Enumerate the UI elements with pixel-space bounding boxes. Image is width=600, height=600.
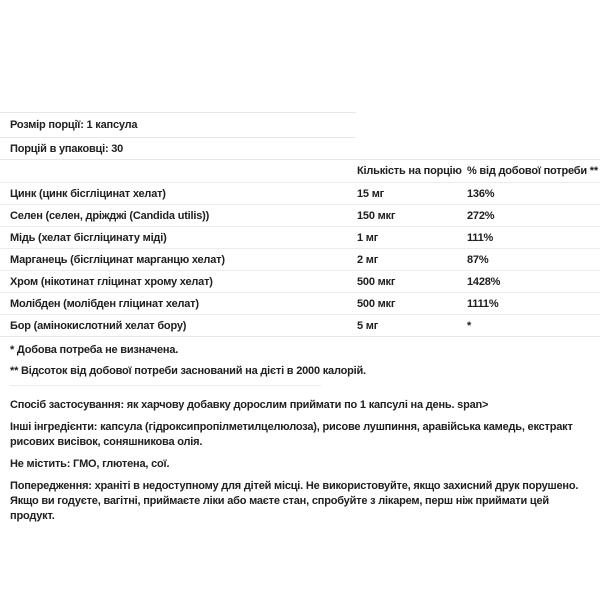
directions-text: Спосіб застосування: як харчову добавку дорослим приймати по 1 капсулі на день. span> — [10, 399, 489, 411]
serving-info-section — [0, 112, 600, 159]
top-whitespace — [0, 0, 600, 112]
nutrient-daily-value: 87% — [467, 253, 489, 266]
header-amount-per-serving: Кількість на порцію — [357, 165, 462, 177]
nutrient-daily-value: 1111% — [467, 297, 499, 310]
nutrient-amount: 15 мг — [357, 187, 385, 200]
serving-size-row: Розмір порції: 1 капсула — [0, 112, 356, 137]
nutrients-table — [0, 159, 600, 337]
nutrient-row-molybdenum — [0, 292, 600, 314]
nutrient-amount: 2 мг — [357, 253, 379, 266]
nutrient-name: Мідь (хелат бісгліцинату міді) — [10, 231, 167, 244]
nutrient-name: Марганець (бісгліцинат марганцю хелат) — [10, 253, 225, 266]
nutrient-row-zinc — [0, 182, 600, 204]
nutrient-amount: 150 мкг — [357, 209, 396, 222]
nutrient-name: Бор (амінокислотний хелат бору) — [10, 319, 187, 332]
nutrient-name: Цинк (цинк бісгліцинат хелат) — [10, 187, 166, 200]
nutrient-daily-value: * — [467, 319, 472, 332]
servings-per-container-row: Порцій в упаковці: 30 — [0, 137, 356, 159]
warning-text: Попередження: храніті в недоступному для дітей місці. Не використовуйте, якщо захисний друк порушено. Якщо ви годуєте, вагітні, приймаєте ліки або маєте стан, спробуйте з лікарем, перш ніж приймати цей продукт. — [10, 480, 579, 522]
other-ingredients-text: Інші інгредієнти: капсула (гідроксипропілметилцелюлоза), рисове лушпиння, аравійська камедь, екстракт рисових висівок, соняшникова олія. — [10, 421, 573, 448]
free-of-text: Не містить: ГМО, глютена, сої. — [10, 458, 170, 470]
nutrient-amount: 500 мкг — [357, 297, 396, 310]
nutrient-name: Молібден (молібден гліцинат хелат) — [10, 297, 199, 310]
table-header-row — [0, 160, 600, 182]
nutrient-amount: 5 мг — [357, 319, 379, 332]
nutrient-row-manganese — [0, 248, 600, 270]
footnotes-section — [0, 337, 600, 386]
nutrient-row-chromium — [0, 270, 600, 292]
footnote-dv-not-established: * Добова потреба не визначена. — [10, 344, 179, 356]
nutrient-row-selenium — [0, 204, 600, 226]
header-percent-daily-value: % від добової потреби ** — [467, 165, 598, 177]
nutrient-row-copper — [0, 226, 600, 248]
nutrient-daily-value: 1428% — [467, 275, 501, 288]
footnote-dv-basis: ** Відсоток від добової потреби заснований на дієті в 2000 калорій. — [10, 365, 366, 377]
nutrient-row-boron — [0, 314, 600, 336]
nutrient-daily-value: 272% — [467, 209, 495, 222]
nutrient-name: Селен (селен, дріжджі (Candida utilis)) — [10, 209, 210, 222]
nutrient-amount: 1 мг — [357, 231, 379, 244]
nutrient-name: Хром (нікотинат гліцинат хрому хелат) — [10, 275, 213, 288]
nutrient-daily-value: 136% — [467, 187, 495, 200]
nutrient-amount: 500 мкг — [357, 275, 396, 288]
description-paragraphs — [0, 386, 600, 524]
nutrient-daily-value: 111% — [467, 231, 494, 244]
